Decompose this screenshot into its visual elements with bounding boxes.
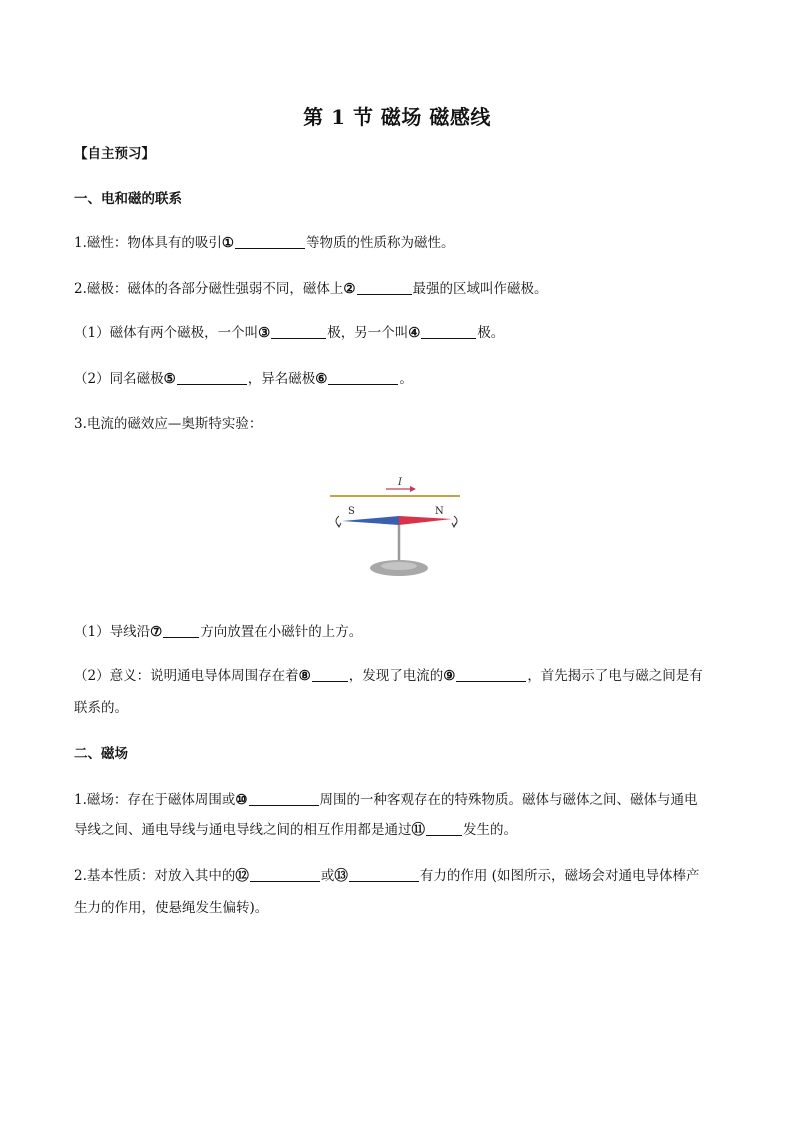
item-text: （2）同名磁极 (74, 371, 164, 387)
item-two-poles (74, 318, 734, 348)
item-basic-property-cont: 生力的作用，使悬绳发生偏转)。 (74, 900, 269, 916)
item-text: 有力的作用 (如图所示，磁场会对通电导体棒产 (419, 868, 700, 884)
blank-number-1: ① (221, 235, 234, 251)
item-significance (74, 661, 734, 691)
item-pole-interaction (74, 364, 734, 394)
item-text: 极。 (477, 325, 505, 341)
blank-6[interactable] (328, 369, 398, 385)
item-text: （2）意义：说明通电导体周围存在着 (74, 668, 299, 684)
blank-number-11: ⑪ (411, 822, 425, 838)
blank-13[interactable] (349, 866, 419, 882)
blank-12[interactable] (250, 866, 320, 882)
item-text: 1.磁场：存在于磁体周围或 (74, 792, 236, 808)
item-text: ，发现了电流的 (348, 668, 444, 684)
item-text: 等物质的性质称为磁性。 (306, 235, 455, 251)
blank-10[interactable] (249, 790, 319, 806)
blank-2[interactable] (357, 279, 412, 295)
item-text: 1.磁性：物体具有的吸引 (74, 235, 222, 251)
blank-number-6: ⑥ (315, 371, 328, 387)
item-significance-cont: 联系的。 (74, 700, 128, 716)
section2-heading: 二、磁场 (74, 746, 128, 762)
item-text: 方向放置在小磁针的上方。 (200, 624, 363, 640)
item-text: ，异名磁极 (247, 371, 316, 387)
item-oersted-experiment: 3.电流的磁效应—奥斯特实验： (74, 416, 263, 432)
blank-4[interactable] (421, 323, 476, 339)
item-text: ，首先揭示了电与磁之间是有 (527, 668, 703, 684)
current-arrow-head (410, 486, 416, 492)
blank-number-3: ③ (258, 325, 271, 341)
item-text: 。 (399, 371, 413, 387)
blank-number-5: ⑤ (163, 371, 176, 387)
blank-8[interactable] (312, 666, 348, 682)
item-text: 2.基本性质：对放入其中的 (74, 868, 236, 884)
blank-3[interactable] (271, 323, 326, 339)
blank-number-9: ⑨ (443, 668, 456, 684)
item-magnetism (74, 228, 734, 258)
section1-heading: 一、电和磁的联系 (74, 191, 182, 207)
item-text: 最强的区域叫作磁极。 (412, 281, 548, 297)
item-magnetic-field-cont (74, 815, 734, 845)
needle-south-half (342, 516, 399, 525)
item-magnetic-pole (74, 274, 734, 304)
pole-n-label: N (435, 506, 444, 517)
blank-number-7: ⑦ (150, 624, 163, 640)
blank-number-13: ⑬ (334, 868, 348, 884)
blank-number-12: ⑫ (235, 868, 249, 884)
pole-s-label: S (348, 506, 355, 517)
blank-11[interactable] (426, 820, 462, 836)
item-basic-property (74, 861, 734, 891)
item-text: 极，另一个叫 (327, 325, 409, 341)
blank-number-8: ⑧ (298, 668, 311, 684)
item-wire-direction (74, 617, 734, 647)
blank-9[interactable] (456, 666, 526, 682)
item-text: 导线之间、通电导线与通电导线之间的相互作用都是通过 (74, 822, 412, 838)
item-text: （1）导线沿 (74, 624, 151, 640)
blank-1[interactable] (235, 233, 305, 249)
blank-7[interactable] (163, 622, 199, 638)
item-text: 发生的。 (463, 822, 517, 838)
blank-5[interactable] (177, 369, 247, 385)
needle-north-half (399, 516, 452, 525)
item-text: （1）磁体有两个磁极，一个叫 (74, 325, 259, 341)
oersted-experiment-figure (328, 472, 468, 582)
current-label: I (398, 477, 402, 488)
item-text: 周围的一种客观存在的特殊物质。磁体与磁体之间、磁体与通电 (319, 792, 698, 808)
section-preview-heading: 【自主预习】 (74, 146, 155, 162)
item-text: 2.磁极：磁体的各部分磁性强弱不同，磁体上 (74, 281, 344, 297)
blank-number-4: ④ (408, 325, 421, 341)
blank-number-2: ② (343, 281, 356, 297)
item-magnetic-field (74, 785, 734, 815)
page-title: 第 1 节 磁场 磁感线 (303, 105, 491, 129)
blank-number-10: ⑩ (235, 792, 248, 808)
item-text: 或 (320, 868, 335, 884)
